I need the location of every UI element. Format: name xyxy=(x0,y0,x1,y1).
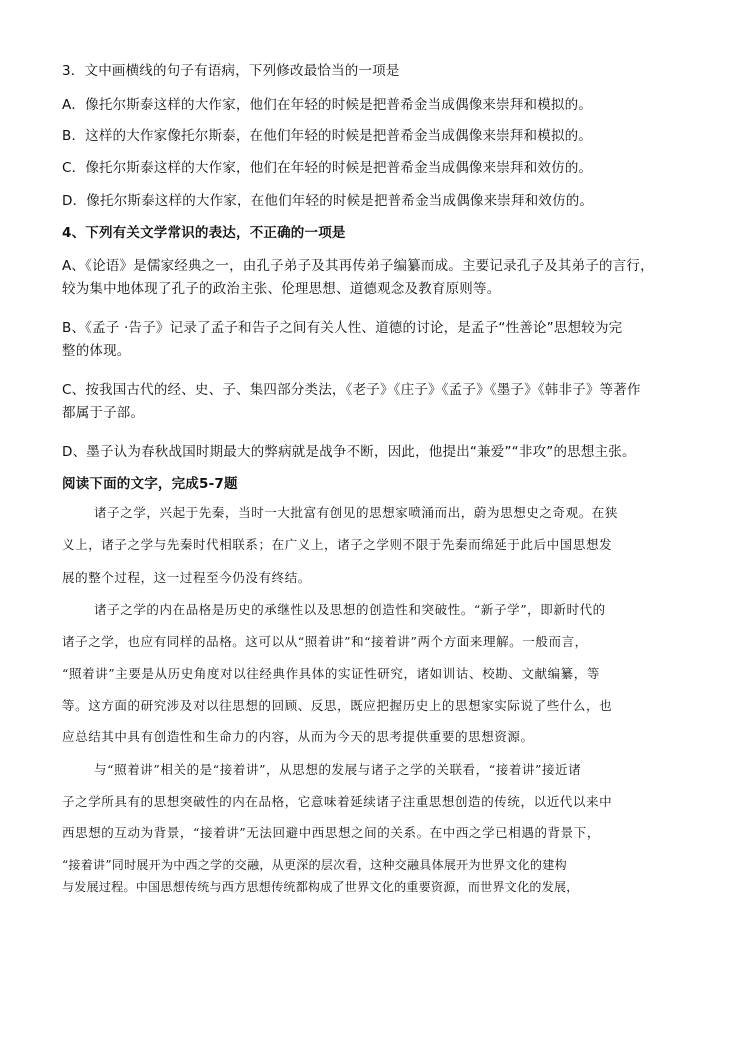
passage-p2-line1: 诸子之学的内在品格是历史的承继性以及思想的创造性和突破性。“新子学”，即新时代的 xyxy=(94,602,606,617)
question-3-option-a: A．像托尔斯泰这样的大作家，他们在年轻的时候是把普希金当成偶像来崇拜和模拟的。 xyxy=(62,97,593,113)
passage-p3-line1: 与“照着讲”相关的是“接着讲”，从思想的发展与诸子之学的关联看，“接着讲”接近诸 xyxy=(94,762,582,777)
question-4-option-a-line1: A、《论语》是儒家经典之一，由孔子弟子及其再传弟子编纂而成。主要记录孔子及其弟子的言行， xyxy=(62,258,654,274)
question-3-option-b: B．这样的大作家像托尔斯泰，在他们年轻的时候是把普希金当成偶像来崇拜和模拟的。 xyxy=(62,128,593,144)
question-4-option-b-line1: B、《孟子 ·告子》记录了孟子和告子之间有关人性、道德的讨论，是孟子“性善论”思想较为完 xyxy=(62,320,623,336)
question-4-option-c-line1: C、按我国古代的经、史、子、集四部分类法，《老子》《庄子》《孟子》《墨子》《韩非子》等著作 xyxy=(62,382,641,398)
passage-p2-line5: 应总结其中具有创造性和生命力的内容，从而为今天的思考提供重要的思想资源。 xyxy=(62,729,534,744)
question-3-option-d: D．像托尔斯泰这样的大作家，在他们年轻的时候是把普希金当成偶像来崇拜和效仿的。 xyxy=(62,193,594,209)
question-4-stem: 4、下列有关文学常识的表达，不正确的一项是 xyxy=(62,225,346,241)
passage-p1-line1: 诸子之学，兴起于先秦，当时一大批富有创见的思想家喷涌而出，蔚为思想史之奇观。在狭 xyxy=(94,505,619,520)
question-4-option-c-line2: 都属于子部。 xyxy=(62,405,145,421)
question-4-option-b-line2: 整的体现。 xyxy=(62,343,131,359)
passage-p3-line4: “接着讲”同时展开为中西之学的交融，从更深的层次看，这种交融具体展开为世界文化的建构 xyxy=(62,858,567,872)
passage-p3-line3: 西思想的互动为背景，“接着讲”无法回避中西思想之间的关系。在中西之学已相遇的背景下， xyxy=(62,825,600,840)
question-4-option-d-line1: D、墨子认为春秋战国时期最大的弊病就是战争不断，因此，他提出“兼爱”“非攻”的思想主张。 xyxy=(62,444,636,460)
passage-p2-line3: “照着讲”主要是从历史角度对以往经典作具体的实证性研究，诸如训诂、校勘、文献编纂，等 xyxy=(62,666,600,681)
passage-p2-line4: 等。这方面的研究涉及对以往思想的回顾、反思，既应把握历史上的思想家实际说了些什么，也 xyxy=(62,698,613,713)
question-3-option-c: C．像托尔斯泰这样的大作家，他们在年轻的时候是把普希金当成偶像来崇拜和效仿的。 xyxy=(62,160,593,176)
reading-heading: 阅读下面的文字，完成5-7题 xyxy=(62,476,238,492)
passage-p1-line2: 义上，诸子之学与先秦时代相联系；在广义上，诸子之学则不限于先秦而绵延于此后中国思想发 xyxy=(62,537,613,552)
passage-p3-line2: 子之学所具有的思想突破性的内在品格，它意味着延续诸子注重思想创造的传统，以近代以来中 xyxy=(62,794,613,809)
question-3-stem: 3．文中画横线的句子有语病，下列修改最恰当的一项是 xyxy=(62,63,400,79)
passage-p1-line3: 展的整个过程，这一过程至今仍没有终结。 xyxy=(62,570,311,585)
passage-p3-line5: 与发展过程。中国思想传统与西方思想传统都构成了世界文化的重要资源，而世界文化的发展， xyxy=(62,880,579,894)
question-4-option-a-line2: 较为集中地体现了孔子的政治主张、伦理思想、道德观念及教育原则等。 xyxy=(62,281,501,297)
passage-p2-line2: 诸子之学，也应有同样的品格。这可以从“照着讲”和“接着讲”两个方面来理解。一般而言， xyxy=(62,634,588,649)
